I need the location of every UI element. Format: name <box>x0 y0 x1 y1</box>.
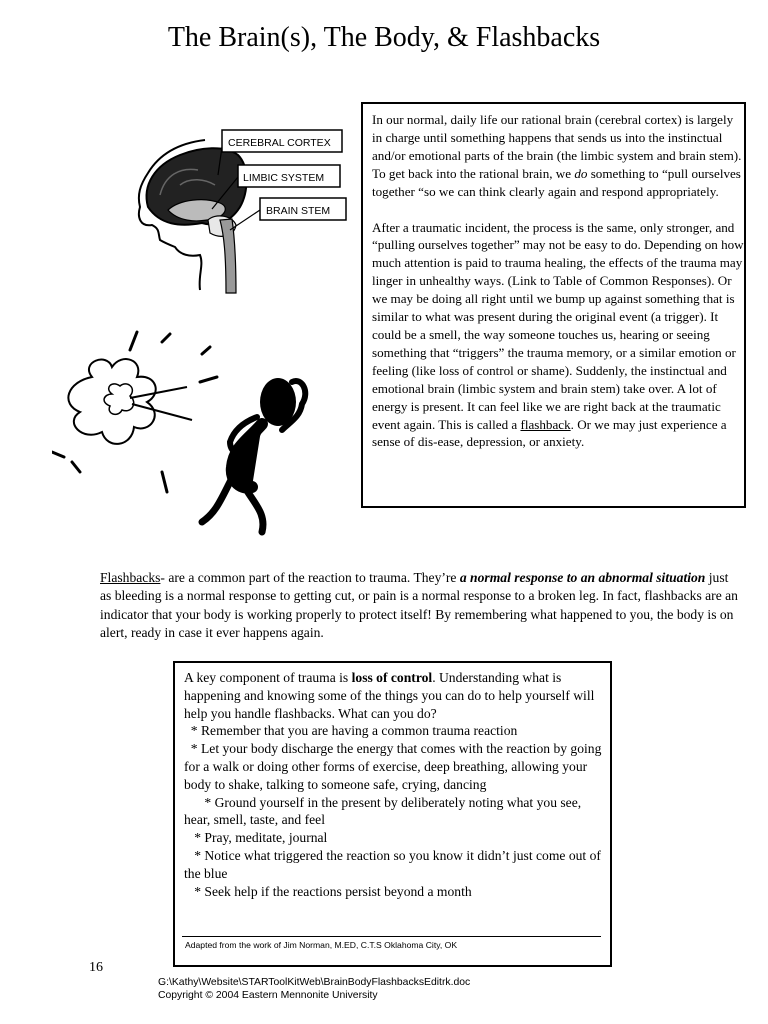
list-item: * Let your body discharge the energy that comes with the reaction by going for a walk or doing other forms of exercise, deep breathing, allowing your body to shake, talking to someone safe, crying, dancing <box>184 741 605 792</box>
list-item: * Remember that you are having a common trauma reaction <box>184 723 518 739</box>
list-item: * Notice what triggered the reaction so you know it didn’t just come out of the blue <box>184 847 605 881</box>
page-title: The Brain(s), The Body, & Flashbacks <box>167 22 601 53</box>
source-credit: Adapted from the work of Jim Norman, M.ED, C.T.S Oklahoma City, OK <box>185 940 458 950</box>
label-brain-stem: BRAIN STEM <box>266 205 331 217</box>
page-number: 16 <box>89 960 103 975</box>
label-cerebral-cortex: CEREBRAL CORTEX <box>228 137 331 149</box>
brain-explanation-box <box>361 102 746 508</box>
coping-tips-box <box>173 661 612 967</box>
flashback-link[interactable]: flashback <box>520 416 571 432</box>
brain-paragraph-1: In our normal, daily life our rational brain (cerebral cortex) is largely in charge until something happens that sends us into the instinctual and/or emotional parts of the brain (the limbic system and brain stem). To get back into the rational brain, we do something to “pull ourselves together “so we can think clearly again and respond appropriately. <box>372 112 742 199</box>
coping-intro: A key component of trauma is loss of control. Understanding what is happening and knowing some of the things you can do to help yourself will help you handle flashbacks. What can you do? <box>184 670 595 721</box>
label-limbic-system: LIMBIC SYSTEM <box>243 172 325 184</box>
startled-figure-illustration <box>52 322 332 547</box>
flashbacks-paragraph: Flashbacks- are a common part of the reaction to trauma. They’re a normal response to an abnormal situation just as bleeding is a normal response to getting cut, or pain is a normal response to a broken leg. In fact, flashbacks are an indicator that your body is working properly to protect itself! By remembering what happened to you, the body is on alert, ready in case it ever happens again. <box>100 570 738 640</box>
copyright: Copyright © 2004 Eastern Mennonite University <box>158 990 378 1001</box>
list-item: * Seek help if the reactions persist beyond a month <box>184 883 472 899</box>
credit-divider <box>182 936 601 937</box>
brain-paragraph-2: After a traumatic incident, the process is the same, only stronger, and “pulling ourselves together” may not be easy to do. Depending on how much attention is paid to trauma healing, the effects of the trauma may linger in unhealthy ways. (Link to Table of Common Responses). Or we may be doing all right until we bump up against something that is similar to what was present during the original event (a trigger). It could be a smell, the way someone touches us, hearing or seeing something that “triggers” the trauma memory, or a similar emotion or feeling (like loss of control or shame). Suddenly, the instinctual and emotional brain (limbic system and brain stem) take over. A lot of energy is present. It can feel like we are right back at the traumatic event again. This is called a flashback. Or we may just experience a sense of dis-ease, depression, or anxiety. <box>372 219 744 450</box>
list-item: * Pray, meditate, journal <box>184 830 328 846</box>
list-item: * Ground yourself in the present by deliberately noting what you see, hear, smell, taste, and feel <box>184 794 585 828</box>
page-footer <box>158 976 470 1002</box>
flashbacks-term: Flashbacks <box>100 570 161 585</box>
brain-diagram-illustration <box>120 115 355 295</box>
file-path: G:\Kathy\Website\STARToolKitWeb\BrainBodyFlashbacksEditrk.doc <box>158 977 471 988</box>
